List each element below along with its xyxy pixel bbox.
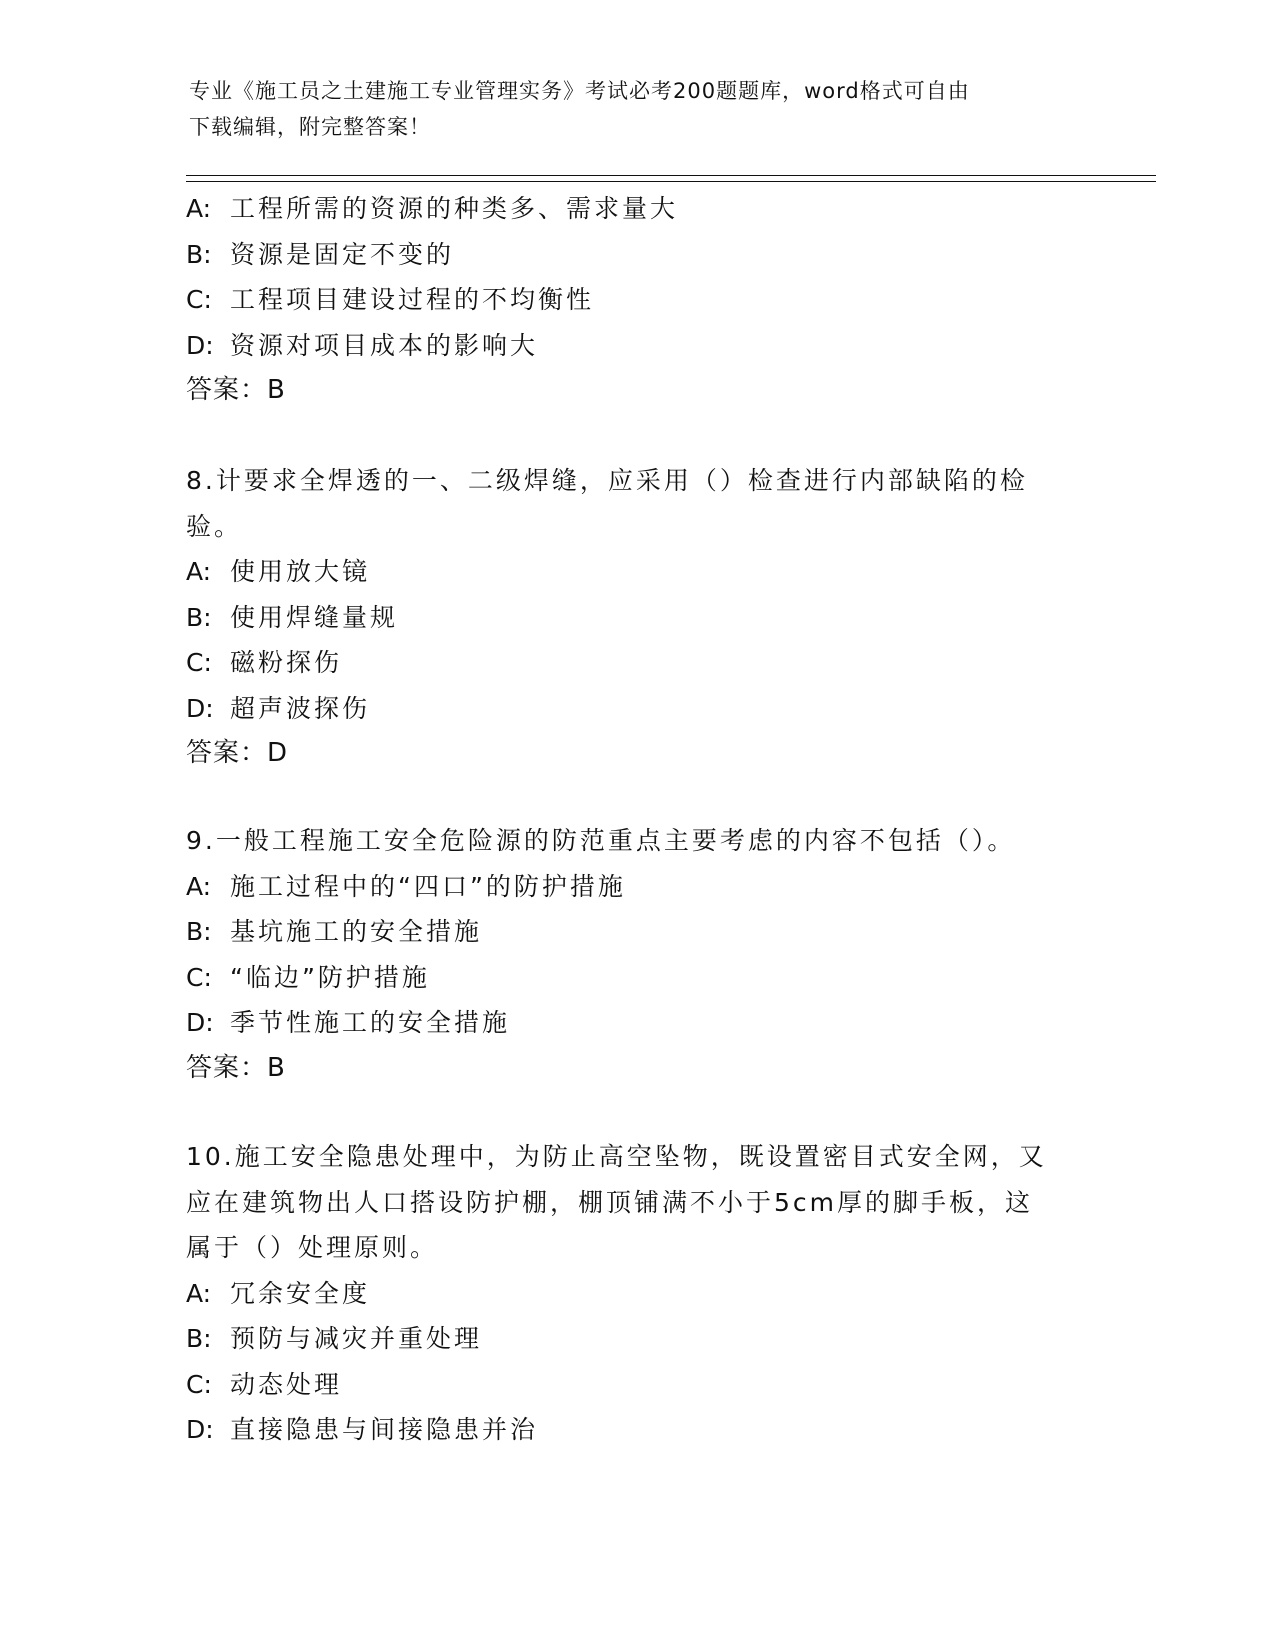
option-a — [186, 864, 1086, 910]
question-10 — [186, 1134, 1086, 1453]
option-text: 工程项目建设过程的不均衡性 — [230, 285, 595, 314]
option-d — [186, 686, 1086, 732]
question-7 — [186, 186, 1086, 414]
option-b — [186, 909, 1086, 955]
option-text: 冗余安全度 — [230, 1278, 371, 1308]
option-letter: B: — [186, 239, 212, 269]
answer-line: 答案：D — [186, 738, 289, 768]
option-letter: C: — [186, 962, 212, 992]
option-letter: D: — [186, 330, 214, 360]
option-letter: A: — [186, 1278, 212, 1308]
option-text: 资源对项目成本的影响大 — [230, 330, 539, 360]
option-letter: A: — [186, 194, 212, 223]
option-letter: B: — [186, 1324, 212, 1353]
answer-line: 答案：B — [186, 1052, 286, 1083]
option-text: 使用放大镜 — [230, 557, 371, 586]
option-a — [186, 1271, 1086, 1317]
header-line-2: 下载编辑，附完整答案！ — [189, 115, 431, 139]
option-c — [186, 277, 1086, 323]
header-divider-top — [186, 175, 1156, 176]
option-text: 磁粉探伤 — [230, 648, 343, 677]
header-line-1: 专业《施工员之土建施工专业管理实务》考试必考200题题库，word格式可自由 — [189, 79, 970, 103]
option-text: 直接隐患与间接隐患并治 — [230, 1415, 539, 1444]
option-letter: C: — [186, 1369, 212, 1399]
question-stem-line: 验。 — [186, 511, 243, 541]
answer-line: 答案：B — [186, 375, 286, 405]
option-text: 季节性施工的安全措施 — [230, 1008, 511, 1037]
option-letter: A: — [186, 557, 212, 586]
option-letter: D: — [186, 1415, 214, 1444]
option-text: 使用焊缝量规 — [230, 602, 399, 632]
option-text: 基坑施工的安全措施 — [230, 917, 483, 946]
question-stem-line: 属于（）处理原则。 — [186, 1233, 439, 1262]
option-d — [186, 1407, 1086, 1453]
option-letter: B: — [186, 602, 212, 632]
question-stem-line: 应在建筑物出人口搭设防护棚，棚顶铺满不小于5cm厚的脚手板，这 — [186, 1187, 1034, 1217]
option-b — [186, 595, 1086, 641]
question-stem-line: 8.计要求全焊透的一、二级焊缝，应采用（）检查进行内部缺陷的检 — [186, 466, 1028, 495]
option-c — [186, 955, 1086, 1001]
option-letter: A: — [186, 871, 212, 901]
option-letter: B: — [186, 917, 212, 946]
option-text: 动态处理 — [230, 1369, 343, 1399]
option-text: 施工过程中的“四口”的防护措施 — [230, 871, 626, 901]
option-text: 工程所需的资源的种类多、需求量大 — [230, 194, 679, 223]
option-d — [186, 323, 1086, 369]
option-text: “临边”防护措施 — [230, 962, 430, 992]
option-text: 预防与减灾并重处理 — [230, 1324, 483, 1353]
option-letter: D: — [186, 693, 214, 723]
option-c — [186, 640, 1086, 686]
option-b — [186, 1316, 1086, 1362]
question-8 — [186, 458, 1086, 777]
option-letter: C: — [186, 648, 212, 677]
header-divider-bottom — [186, 181, 1156, 182]
option-c — [186, 1362, 1086, 1408]
option-a — [186, 549, 1086, 595]
option-text: 资源是固定不变的 — [230, 239, 455, 269]
option-text: 超声波探伤 — [230, 693, 371, 723]
question-9 — [186, 818, 1086, 1091]
option-d — [186, 1000, 1086, 1046]
document-header — [189, 73, 1069, 145]
question-stem-line: 9.一般工程施工安全危险源的防范重点主要考虑的内容不包括（）。 — [186, 826, 1016, 855]
option-b — [186, 232, 1086, 278]
question-stem-line: 10.施工安全隐患处理中，为防止高空坠物，既设置密目式安全网，又 — [186, 1142, 1047, 1171]
option-letter: D: — [186, 1008, 214, 1037]
option-letter: C: — [186, 285, 212, 314]
option-a — [186, 186, 1086, 232]
